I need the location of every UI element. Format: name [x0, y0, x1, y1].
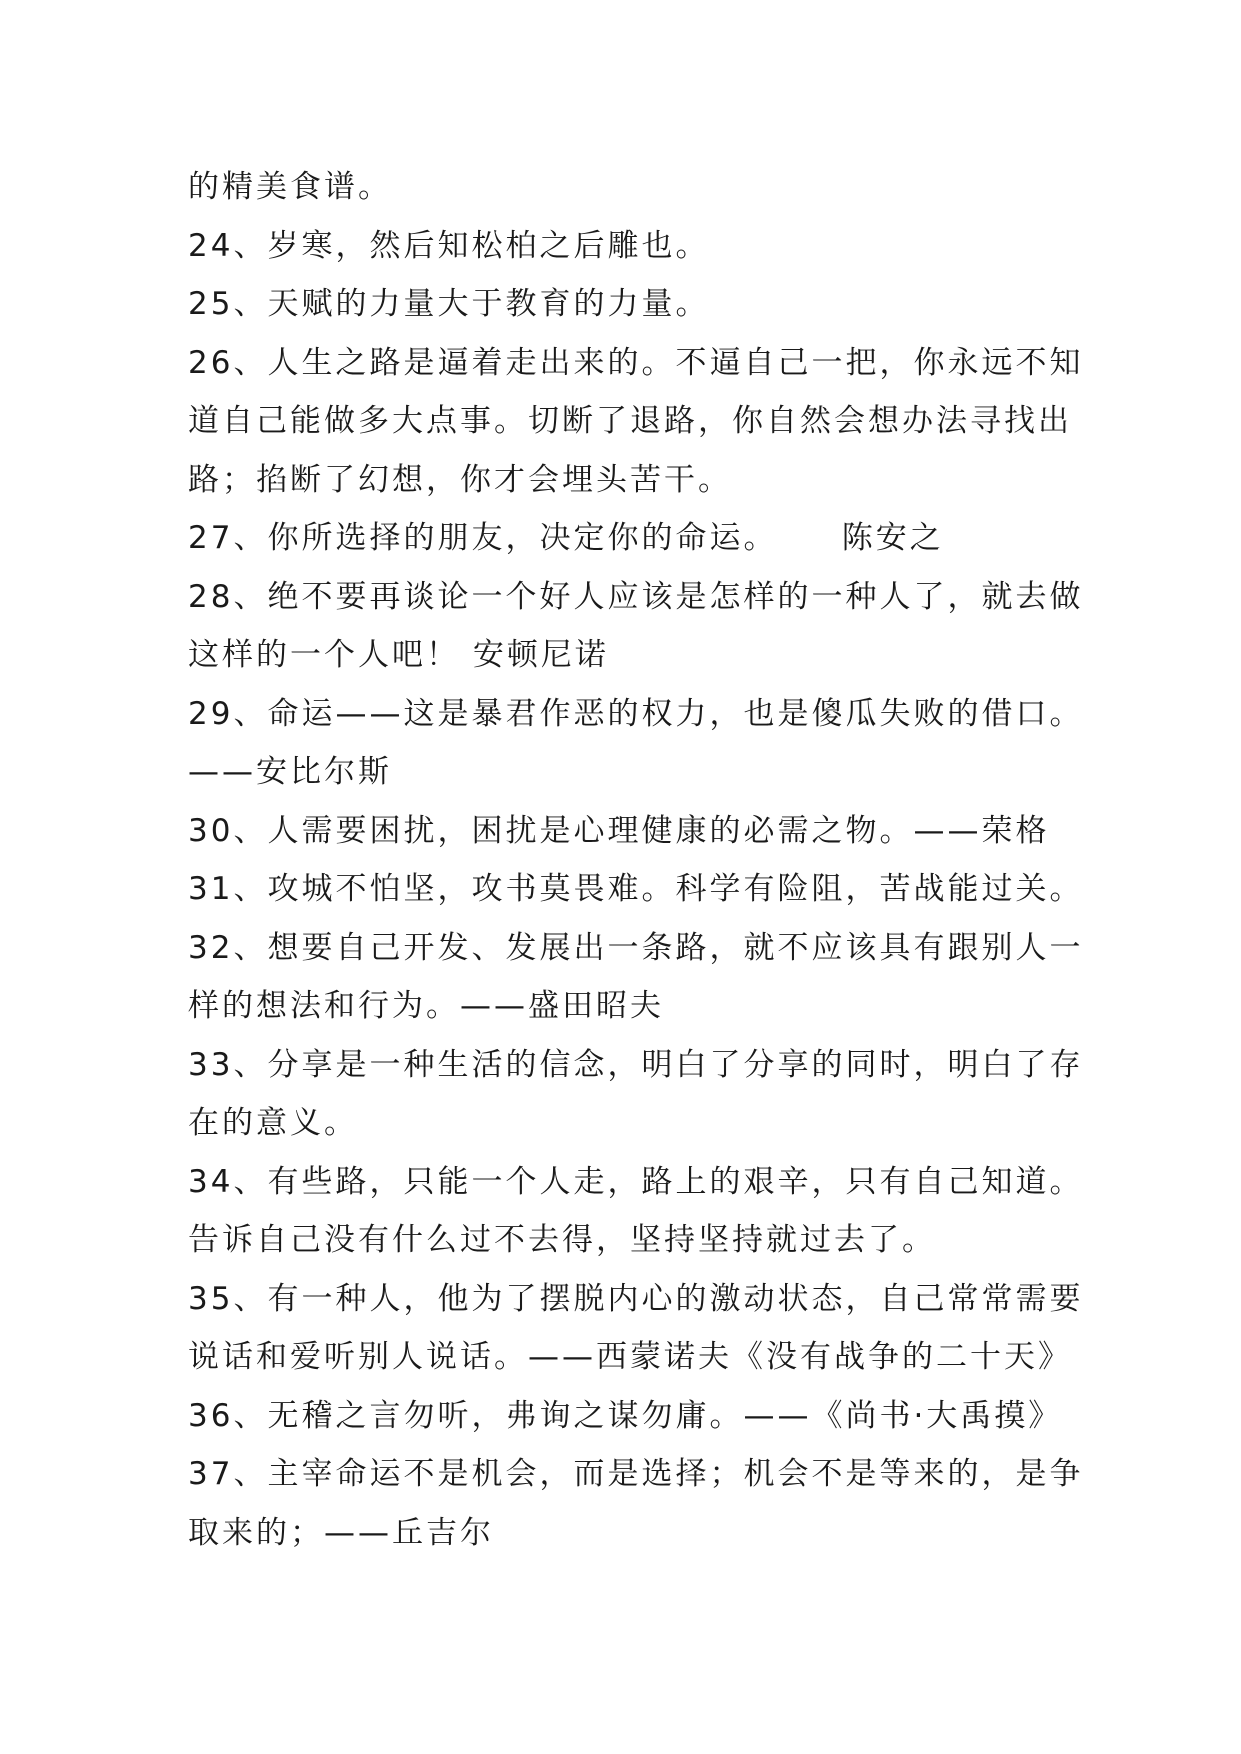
text-line: 28、绝不要再谈论一个好人应该是怎样的一种人了，就去做	[188, 578, 1084, 615]
text-line: ——安比尔斯	[188, 754, 392, 790]
text-line: 告诉自己没有什么过不去得，坚持坚持就过去了。	[188, 1222, 936, 1258]
text-line: 样的想法和行为。——盛田昭夫	[188, 988, 664, 1024]
text-line: 29、命运——这是暴君作恶的权力，也是傻瓜失败的借口。	[188, 695, 1084, 732]
text-line: 取来的；——丘吉尔	[188, 1514, 494, 1551]
text-line: 在的意义。	[188, 1105, 358, 1141]
text-line: 道自己能做多大点事。切断了退路，你自然会想办法寻找出	[188, 403, 1072, 439]
text-body	[188, 158, 1088, 1562]
text-line: 24、岁寒，然后知松柏之后雕也。	[188, 227, 710, 264]
text-line: 37、主宰命运不是机会，而是选择；机会不是等来的，是争	[188, 1456, 1084, 1492]
text-line: 34、有些路，只能一个人走，路上的艰辛，只有自己知道。	[188, 1163, 1084, 1200]
text-line: 33、分享是一种生活的信念，明白了分享的同时，明白了存	[188, 1046, 1084, 1083]
text-line: 31、攻城不怕坚，攻书莫畏难。科学有险阻，苦战能过关。	[188, 871, 1084, 907]
text-line: 35、有一种人，他为了摆脱内心的激动状态，自己常常需要	[188, 1280, 1084, 1317]
text-line: 32、想要自己开发、发展出一条路，就不应该具有跟别人一	[188, 929, 1084, 966]
text-line: 26、人生之路是逼着走出来的。不逼自己一把，你永远不知	[188, 344, 1084, 381]
text-line: 36、无稽之言勿听，弗询之谋勿庸。——《尚书·大禹摸》	[188, 1397, 1063, 1434]
text-line: 27、你所选择的朋友，决定你的命运。 陈安之	[188, 520, 944, 556]
text-line: 的精美食谱。	[188, 169, 392, 205]
text-line: 30、人需要困扰，困扰是心理健康的必需之物。——荣格	[188, 812, 1050, 849]
text-line: 这样的一个人吧！ 安顿尼诺	[188, 637, 609, 673]
text-line: 说话和爱听别人说话。——西蒙诺夫《没有战争的二十天》	[188, 1339, 1072, 1375]
text-line: 路；掐断了幻想，你才会埋头苦干。	[188, 461, 732, 498]
text-line: 25、天赋的力量大于教育的力量。	[188, 286, 710, 322]
